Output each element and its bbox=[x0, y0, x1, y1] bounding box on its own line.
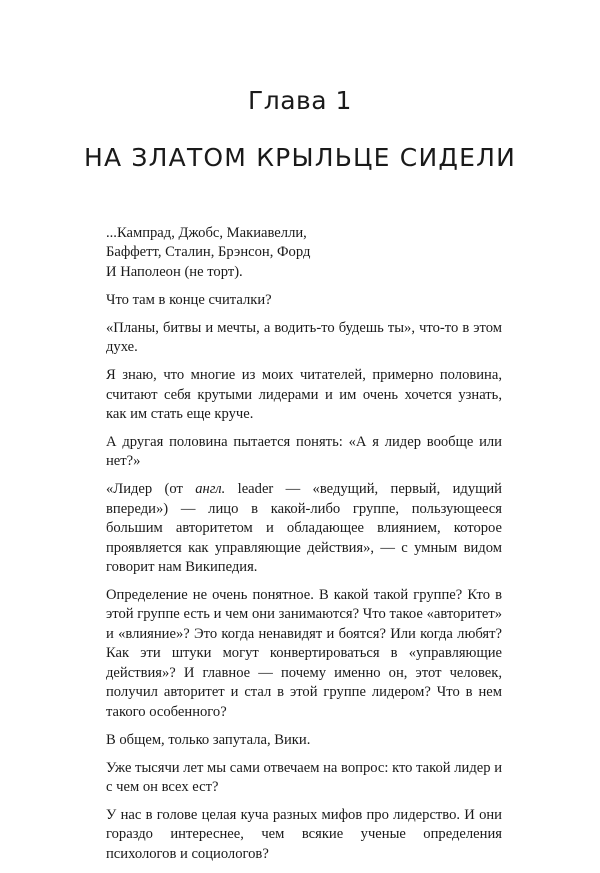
chapter-body bbox=[106, 224, 502, 873]
paragraph: В общем, только запутала, Вики. bbox=[106, 731, 311, 748]
verse-line: И Наполеон (не торт). bbox=[106, 263, 243, 280]
paragraph: Уже тысячи лет мы сами отвечаем на вопрос: кто такой лидер и с чем он всех ест? bbox=[106, 759, 503, 795]
text-run-italic: англ. bbox=[195, 481, 226, 498]
paragraph: Что там в конце считалки? bbox=[106, 291, 272, 308]
paragraph: А другая половина пытается понять: «А я лидер вообще или нет?» bbox=[106, 434, 502, 470]
paragraph: У нас в голове целая куча разных мифов про лидерство. И они гораздо интереснее, чем всякие ученые определения психологов и социологов? bbox=[106, 806, 502, 862]
verse-line: ...Кампрад, Джобс, Макиавелли, bbox=[106, 225, 307, 241]
paragraph: Я знаю, что многие из моих читателей, примерно половина, считают себя крутыми лидерами и им очень хочется узнать, как им стать еще круче. bbox=[106, 367, 502, 423]
text-run: leader — «ведущий, первый, идущий впереди») — лицо в какой-либо группе, пользующееся большим авторитетом и обладающее влиянием, которое проявляется как управляющие действия», — с умным видом говорит нам Википедия. bbox=[106, 481, 502, 576]
verse-line: Баффетт, Сталин, Брэнсон, Форд bbox=[106, 244, 311, 261]
paragraph: Определение не очень понятное. В какой такой группе? Кто в этой группе есть и чем они занимаются? Что такое «авторитет» и «влияние»? Это когда ненавидят и боятся? Или когда любят? Как эти штуки могут конвертироваться в «управляющие действия»? И главное — почему именно он, этот человек, получил авторитет и стал в этой группе лидером? Что в нем такого особенного? bbox=[106, 587, 502, 720]
text-run: «Лидер (от bbox=[106, 481, 196, 498]
chapter-title: НА ЗЛАТОМ КРЫЛЬЦЕ СИДЕЛИ bbox=[83, 143, 516, 172]
paragraph-verse bbox=[106, 224, 502, 282]
paragraph-definition bbox=[106, 480, 502, 577]
paragraph: «Планы, битвы и мечты, а водить-то будешь ты», что-то в этом духе. bbox=[106, 319, 502, 356]
chapter-number: Глава 1 bbox=[248, 86, 352, 115]
